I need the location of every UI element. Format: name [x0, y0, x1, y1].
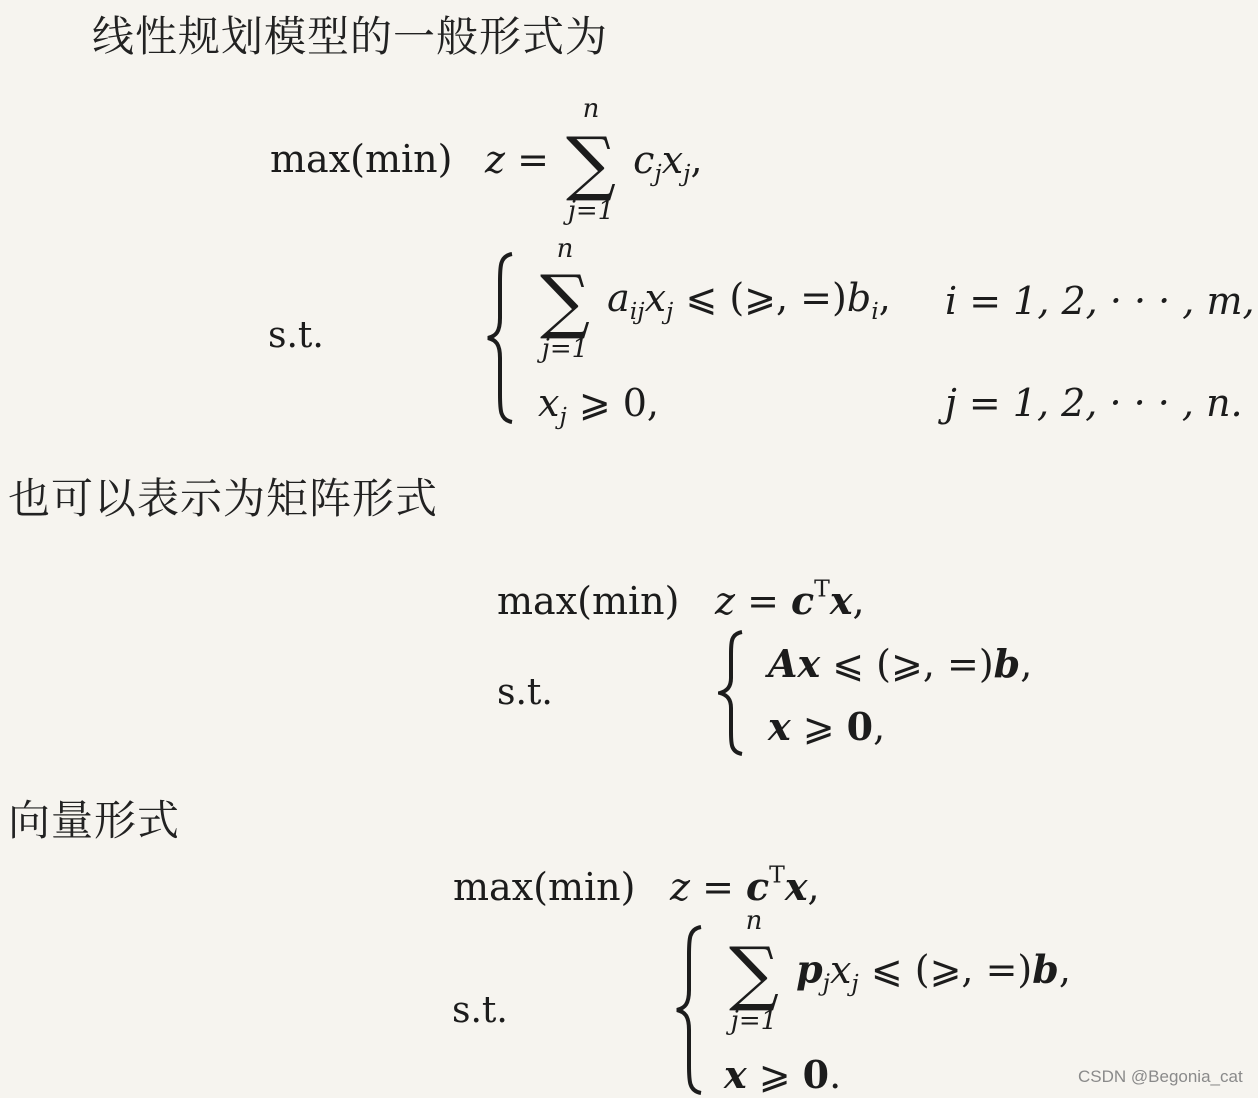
objective-label: max(min) [270, 137, 453, 181]
constraint-1-index: i = 1, 2, · · · , m, [945, 279, 1255, 323]
left-brace-icon [675, 925, 705, 1095]
relation-symbol: ⩽ (⩾, =) [685, 275, 847, 320]
sum-lower-limit: j=1 [567, 196, 615, 226]
constraint-2: x ⩾ 0, [768, 704, 886, 749]
constraint-1: n ∑ j=1 $p_jx_j$ ⩽ (⩾, =)b, [724, 912, 1071, 1034]
watermark: CSDN @Begonia_cat [1078, 1067, 1243, 1086]
summation-symbol: n ∑ j=1 [561, 102, 621, 224]
st-label: s.t. [497, 672, 553, 713]
constraint-2-index: j = 1, 2, · · · , n. [945, 381, 1243, 425]
constraint-1: Ax ⩽ (⩾, =)b, [768, 641, 1033, 686]
left-brace-icon [486, 252, 516, 424]
objective-equation: z = n ∑ j=1 $c_jx_j$, [485, 94, 703, 226]
sum-upper-limit: n [582, 94, 600, 124]
summation-symbol: n ∑ j=1 [729, 906, 779, 1036]
st-label: s.t. [452, 990, 508, 1031]
relation-symbol: ⩽ (⩾, =) [870, 947, 1033, 992]
objective-label: max(min) [497, 579, 680, 623]
summation-symbol: n ∑ j=1 [540, 234, 590, 364]
objective-equation: $z = c^Tx$, [670, 860, 820, 909]
heading-vector-form: 向量形式 [8, 796, 181, 845]
heading-general-form: 线性规划模型的一般形式为 [92, 12, 609, 61]
objective-equation: $z = c^Tx$, [715, 574, 865, 623]
heading-matrix-form: 也可以表示为矩阵形式 [8, 474, 439, 523]
relation-symbol: ⩽ (⩾, =) [832, 642, 994, 686]
left-brace-icon [718, 630, 746, 756]
st-label: s.t. [268, 315, 324, 356]
constraint-2: $x_j$ ⩾ 0, [538, 381, 660, 431]
objective-label: max(min) [453, 865, 636, 909]
constraint-1: n ∑ j=1 $a_{ij}x_j$ ⩽ (⩾, $=)b_i$, [535, 240, 891, 362]
constraint-2: x ⩾ 0. [724, 1052, 842, 1097]
